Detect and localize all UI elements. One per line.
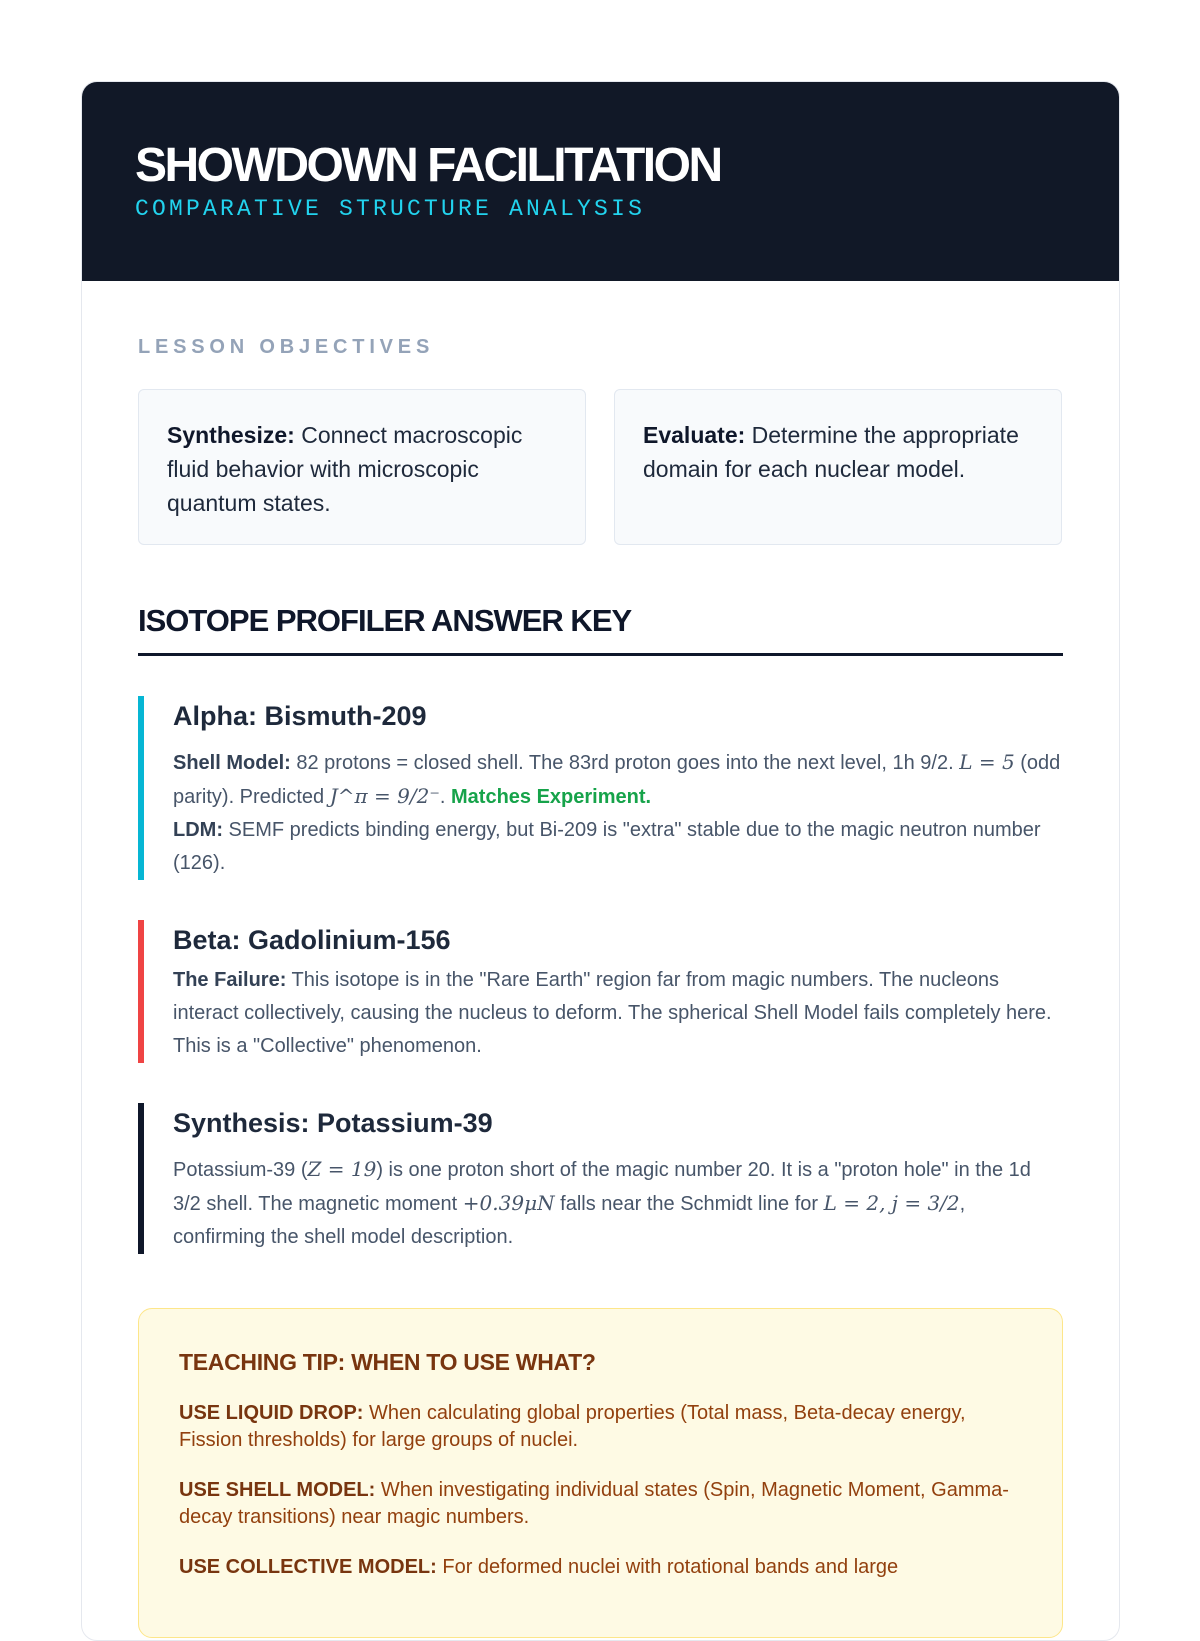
note-text: (odd parity). Predicted	[173, 752, 1061, 808]
math-expression: L = 5	[959, 750, 1015, 774]
math-expression: L = 2, j = 3/2	[823, 1191, 960, 1215]
content-body	[82, 336, 1119, 1638]
note-text: falls near the Schmidt line for	[554, 1193, 824, 1215]
math-expression: Z = 19	[307, 1157, 377, 1181]
tip-item	[179, 1554, 1022, 1581]
isotope-heading: Beta: Gadolinium-156	[173, 925, 451, 955]
failure-note	[173, 964, 1063, 1063]
isotope-heading: Synthesis: Potassium-39	[173, 1108, 493, 1138]
isotope-alpha	[138, 696, 1063, 880]
objective-text: Determine the appropriate domain for each nuclear model.	[643, 422, 1019, 482]
note-lead: The Failure:	[173, 969, 287, 991]
isotope-heading: Alpha: Bismuth-209	[173, 701, 427, 731]
objective-synthesize	[138, 389, 586, 545]
note-lead: LDM:	[173, 819, 223, 841]
match-highlight: Matches Experiment.	[451, 786, 652, 808]
note-text: , confirming the shell model description.	[173, 1193, 966, 1248]
objective-text: Connect macroscopic fluid behavior with microscopic quantum states.	[167, 422, 523, 516]
tip-text: When investigating individual states (Spin, Magnetic Moment, Gamma-decay transitions) near magic numbers.	[179, 1479, 1009, 1528]
objective-lead: Evaluate:	[643, 422, 746, 448]
tip-item	[179, 1400, 1022, 1454]
header-banner	[82, 82, 1119, 281]
note-text: SEMF predicts binding energy, but Bi-209 is "extra" stable due to the magic neutron number (126).	[173, 819, 1041, 874]
tip-item	[179, 1477, 1022, 1531]
tip-text: For deformed nuclei with rotational bands and large	[436, 1556, 899, 1578]
note-text: This isotope is in the "Rare Earth" region far from magic numbers. The nucleons interact collectively, causing the nucleus to deform. The spherical Shell Model fails completely here. This is a "Collective" phenomenon.	[173, 969, 1052, 1057]
tip-text: When calculating global properties (Total mass, Beta-decay energy, Fission thresholds) for large groups of nuclei.	[179, 1402, 966, 1451]
answer-key-title: ISOTOPE PROFILER ANSWER KEY	[138, 603, 1063, 656]
tip-lead: USE LIQUID DROP:	[179, 1402, 364, 1424]
objective-evaluate	[614, 389, 1062, 545]
note-text: 82 protons = closed shell. The 83rd proton goes into the next level, 1h 9/2.	[290, 752, 960, 774]
note-text: .	[439, 786, 451, 808]
teaching-tip-box	[138, 1308, 1063, 1638]
tip-lead: USE SHELL MODEL:	[179, 1479, 376, 1501]
note-lead: Shell Model:	[173, 752, 291, 774]
ldm-note	[173, 814, 1063, 880]
tip-title: TEACHING TIP: WHEN TO USE WHAT?	[179, 1349, 596, 1375]
objectives-row	[138, 389, 1063, 545]
page-title: SHOWDOWN FACILITATION	[135, 139, 721, 192]
objectives-label: LESSON OBJECTIVES	[138, 336, 435, 358]
note-text: ) is one proton short of the magic number 20. It is a "proton hole" in the 1d 3/2 shell. The magnetic moment	[173, 1159, 1031, 1215]
math-expression: +0.39μN	[462, 1191, 555, 1215]
shell-model-note	[173, 746, 1063, 814]
synthesis-note	[173, 1153, 1063, 1254]
tip-lead: USE COLLECTIVE MODEL:	[179, 1556, 437, 1578]
page-subtitle: COMPARATIVE STRUCTURE ANALYSIS	[135, 196, 646, 222]
lesson-card	[81, 81, 1120, 1641]
note-text: Potassium-39 (	[173, 1159, 308, 1181]
isotope-synthesis	[138, 1103, 1063, 1254]
math-expression: J^π = 9/2⁻	[329, 784, 440, 808]
objective-lead: Synthesize:	[167, 422, 295, 448]
isotope-beta	[138, 920, 1063, 1063]
